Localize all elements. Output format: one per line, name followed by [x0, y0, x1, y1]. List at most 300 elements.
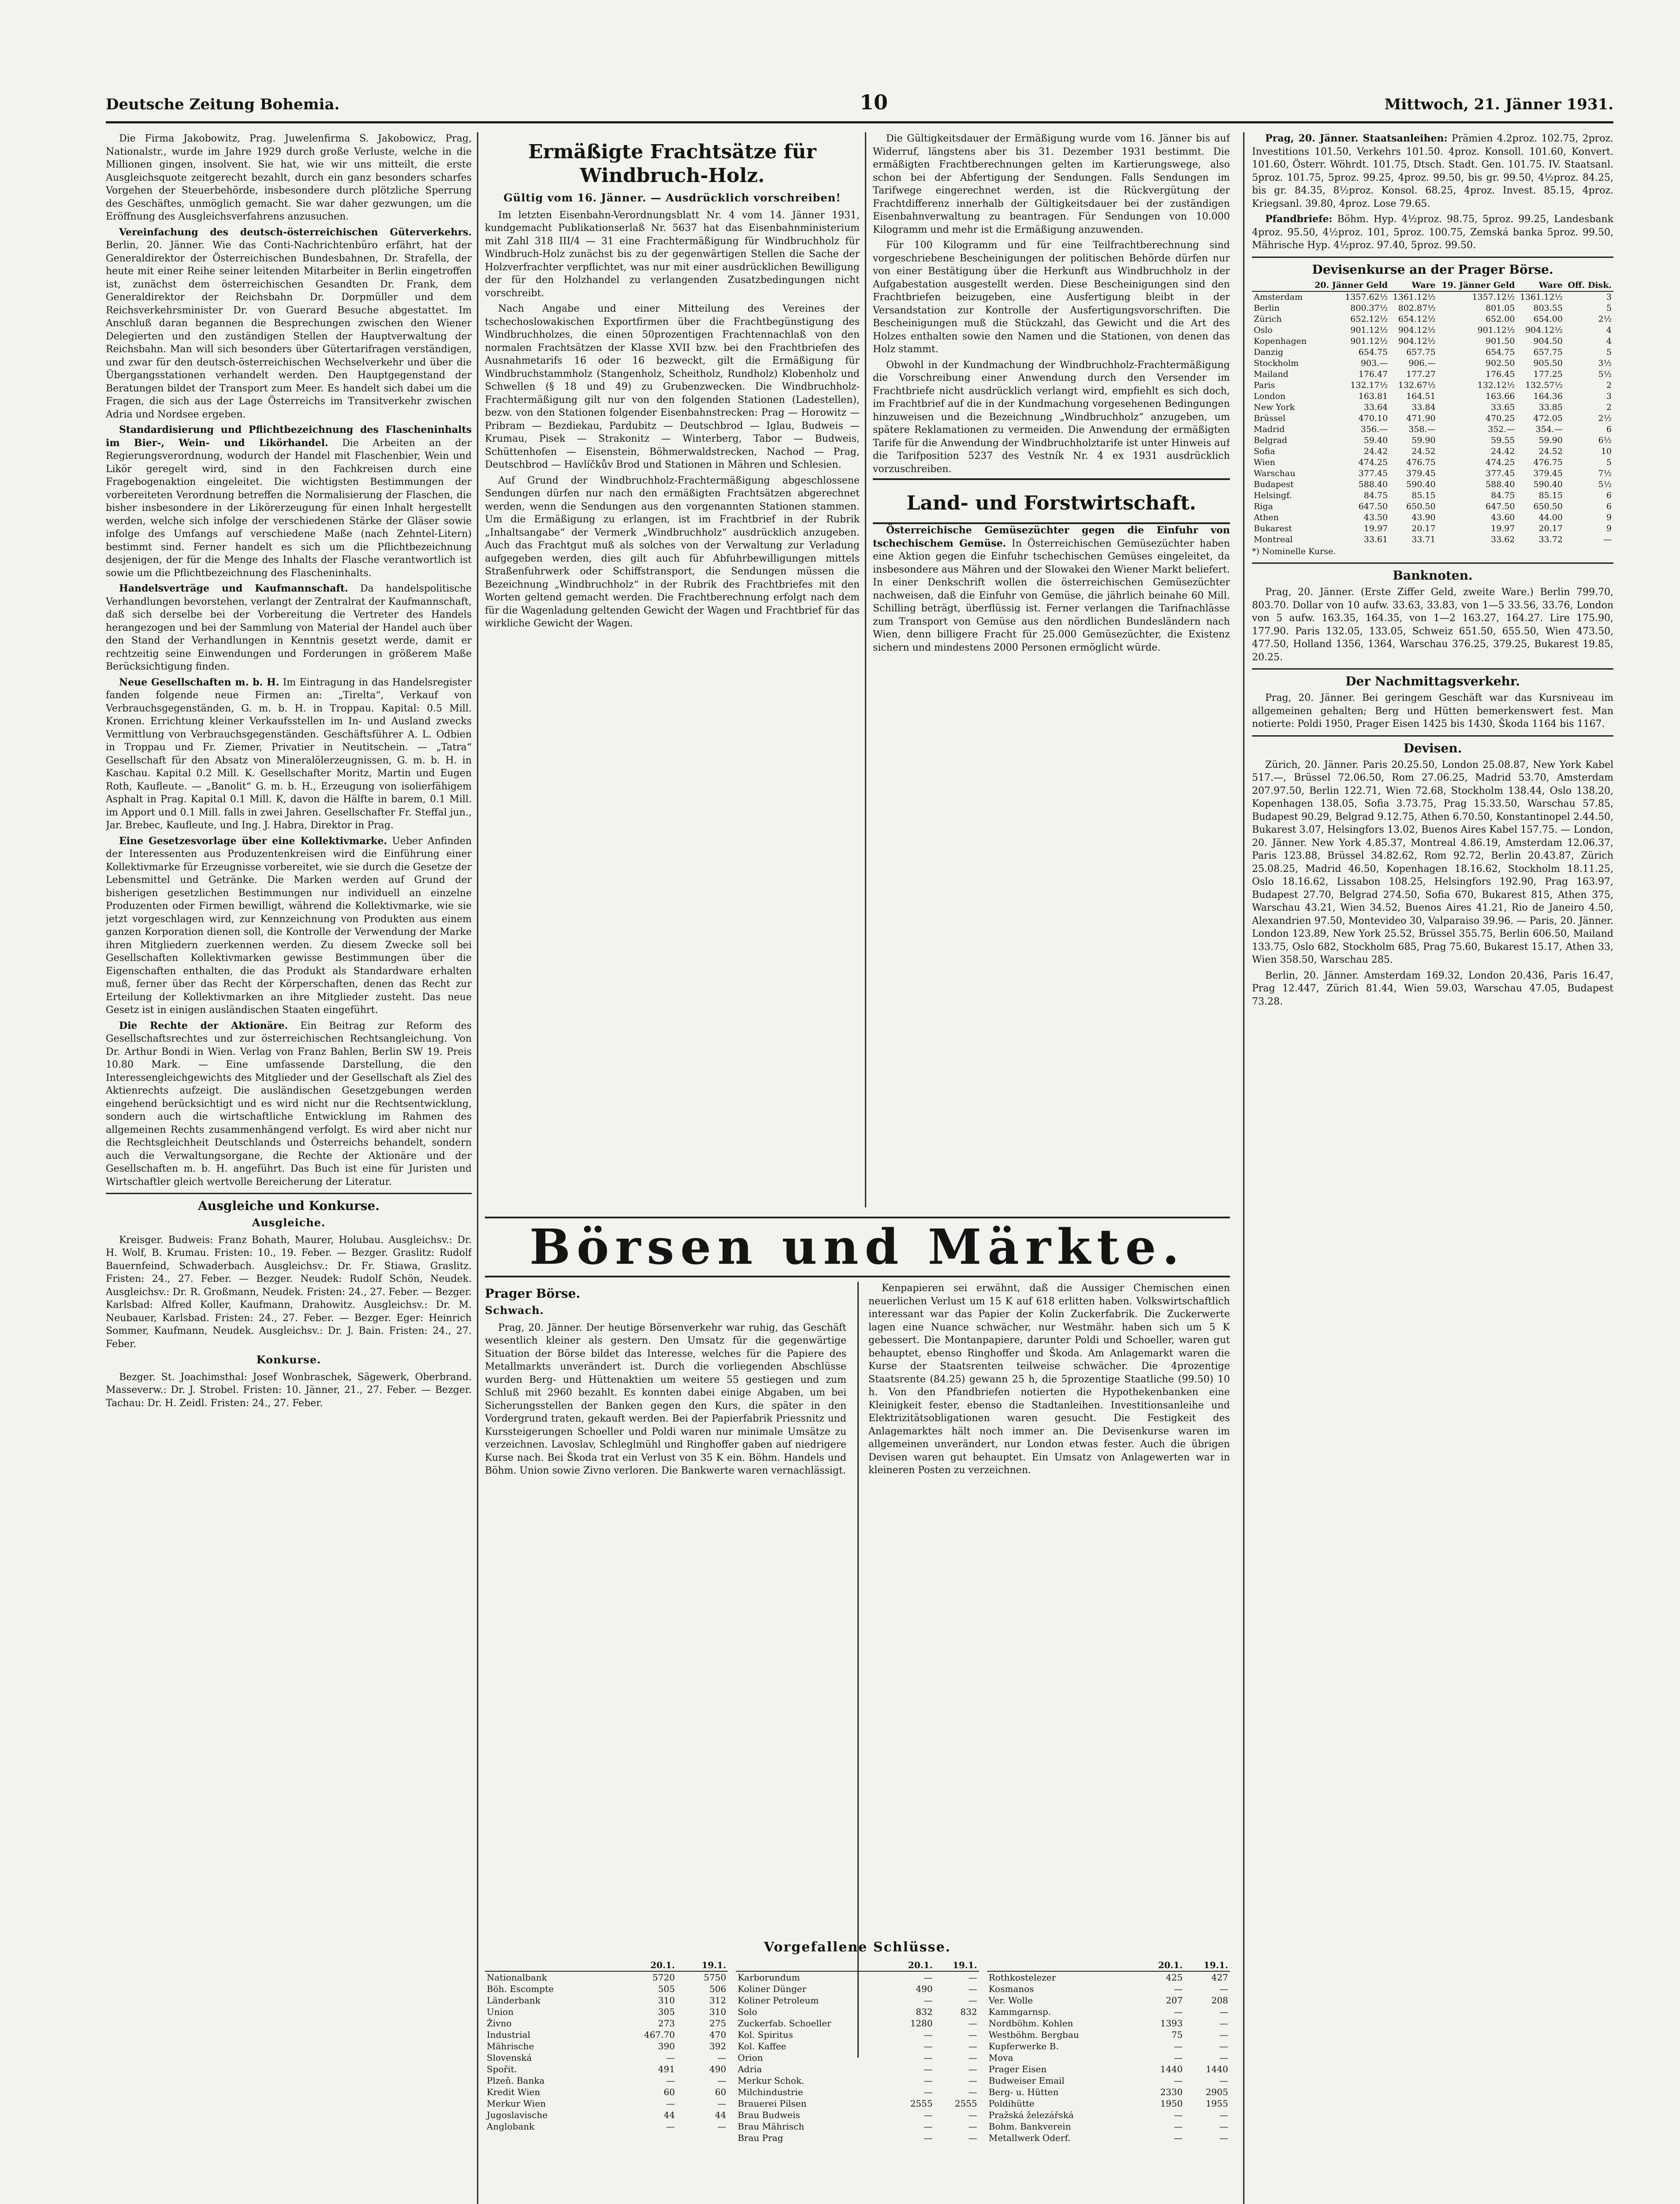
table-cell: — — [968, 2075, 977, 2086]
table-cell: 904.50 — [1533, 336, 1563, 346]
table-row — [987, 2132, 1230, 2144]
table-cell: Pražská železářská — [988, 2110, 1074, 2120]
table-cell: — — [666, 2098, 675, 2109]
table-cell: 803.55 — [1533, 303, 1563, 313]
table-header-cell — [987, 1959, 1139, 1971]
table-cell: 906.— — [1408, 358, 1436, 368]
table-cell: 164.36 — [1533, 391, 1563, 401]
article-body: Prämien 4.2proz. 102.75, 2proz. Investitions 101.50, Verkehrs 101.50. 4proz. Konsoll. 101.60, Konvert. 101.60, Österr. Wöhrdt. 101.75, Dtsch. Stadt. Gen. 101.75. IV. Staatsanl. 5proz. 101.75, 5proz. 99.25, 4proz. 99.50, bis gr. 99.50, 4½proz. 84.25, bis gr. 84.35, 8½proz. Konsol. 68.25, 4proz. Invest. 85.15, 4proz. Kriegsanl. 39.80, 4proz. Lose 79.65. — [1252, 133, 1613, 209]
table-cell: Kol. Spiritus — [738, 2029, 793, 2040]
table-cell: Budapest — [1254, 479, 1294, 489]
column-economy-news — [106, 132, 472, 2204]
header-page-number: 10 — [860, 90, 888, 114]
section-title-ausgleiche: Ausgleiche und Konkurse. — [197, 1199, 380, 1213]
column-rule — [865, 132, 866, 1207]
table-cell: 5750 — [704, 1972, 726, 1983]
table-cell: 506 — [709, 1984, 726, 1994]
table-cell: 33.62 — [1491, 534, 1515, 544]
table-cell: — — [924, 2087, 933, 2097]
table-row — [1252, 468, 1613, 479]
table-cell: 476.75 — [1406, 457, 1436, 467]
table-cell: 24.52 — [1412, 446, 1436, 456]
table-row — [736, 2063, 979, 2075]
table-cell: Brau Budweis — [738, 2110, 800, 2120]
table-cell: 491 — [658, 2064, 675, 2074]
article-body: Im letzten Eisenbahn-Verordnungsblatt Nr. 4 vom 14. Jänner 1931, kundgemacht Publikationserlaß Nr. 5637 hat das Eisenbahnministerium mit Zahl 318 III/4 — 31 eine Frachtermäßigung für Windbruchholz für Windbruch-Holz zunächst bis zu der gegenwärtigen Stellen die Sache der Holzverfrachter verpflichtet, was nur mit einer ausdrücklichen Bewilligung der für den Holzhandel zu verlangenden Zusatzbedingungen nicht vorschreibt. — [485, 209, 860, 299]
article-body: Für 100 Kilogramm und für eine Teilfrachtberechnung sind vorgeschriebene Bescheinigungen der politischen Behörde dürfen nur von einer Bestätigung über die Herkunft aus Windbruchholz in der Aufgabestation ausgestellt werden. Diese Bescheinigungen sind den Frachtbriefen beizugeben, eine Ausfertigung bleibt in der Versandstation zur Kontrolle der Ausfertigungsvorschriften. Die Bescheinigungen muß die Stückzahl, das Gewicht und die Art des Holzes enthalten sowie den Namen und die Stationen, von denen das Holz stammt. — [873, 240, 1230, 355]
table-cell: Westböhm. Bergbau — [988, 2029, 1079, 2040]
table-cell: 902.50 — [1485, 358, 1515, 368]
table-cell: 84.75 — [1363, 490, 1388, 500]
table-cell: 590.40 — [1406, 479, 1436, 489]
article-lead: Die Rechte der Aktionäre. — [119, 1020, 288, 1031]
table-row — [987, 2075, 1230, 2086]
table-cell: 474.25 — [1358, 457, 1388, 467]
table-cell: — — [924, 2052, 933, 2063]
table-cell: 9 — [1606, 512, 1612, 522]
article-gueterverkehr — [106, 226, 472, 421]
table-cell: 650.50 — [1406, 501, 1436, 511]
table-cell: 207 — [1166, 1995, 1183, 2006]
table-cell: — — [924, 2110, 933, 2120]
table-cell: 33.71 — [1412, 534, 1436, 544]
table-cell: — — [1173, 2052, 1183, 2063]
table-header-row — [485, 1959, 728, 1971]
table-cell: 425 — [1166, 1972, 1183, 1983]
table-cell: Zuckerfab. Schoeller — [738, 2018, 831, 2029]
table-cell: — — [924, 2064, 933, 2074]
table-cell: Stockholm — [1254, 358, 1299, 368]
table-row — [1252, 369, 1613, 380]
table-cell: — — [1219, 2052, 1228, 2063]
table-cell: Mailand — [1254, 369, 1289, 379]
table-cell: 163.81 — [1358, 391, 1388, 401]
table-cell: — — [1219, 2029, 1228, 2040]
table-row — [1252, 325, 1613, 336]
table-cell: Belgrad — [1254, 435, 1288, 445]
table-row — [1252, 446, 1613, 457]
table-row — [1252, 380, 1613, 391]
table-cell: 6 — [1606, 490, 1612, 500]
table-row — [1252, 435, 1613, 446]
table-row — [736, 2040, 979, 2052]
table-header-cell: 19.1. — [677, 1959, 728, 1971]
table-row — [1252, 303, 1613, 314]
table-cell: 2555 — [954, 2098, 977, 2109]
table-cell: Union — [487, 2007, 514, 2017]
table-cell: 903.— — [1360, 358, 1388, 368]
table-cell: — — [1219, 2110, 1228, 2120]
table-row — [1252, 479, 1613, 490]
table-row — [485, 2063, 728, 2075]
table-cell: — — [924, 2041, 933, 2051]
table-cell: 273 — [658, 2018, 675, 2029]
table-cell: 24.42 — [1491, 446, 1515, 456]
article-body: Ueber Anfinden der Interessenten aus Produzentenkreisen wird die Einführung einer Kollektivmarke für Erzeugnisse vorbereitet, wie sie durch die Gesetze der Lebensmittel und Getränke. Die Marken werden auf Grund der bisherigen gesetzlichen Bestimmungen nur individuell an einzelne Produzenten oder Firmen bewilligt, während die Kollektivmarke, wie sie jetzt vorgeschlagen wird, zur Kennzeichnung von Produkten aus einem ganzen Korporation dienen soll, die Kontrolle der Verwendung der Marke ihren Mitgliedern zuerkennen werden. Zu diesem Zwecke soll bei Gesellschaften Kollektivmarken gewisse Bestimmungen über die Eigenschaften enthalten, die das Produkt als Standardware erhalten muß, ferner über das Recht der Körperschaften, denen das Recht zur Erteilung der Kollektivmarken an ihre Mitglieder zusteht. Das neue Gesetz ist in einigen ausländischen Staaten eingeführt. — [106, 835, 472, 1016]
table-cell: Mova — [988, 2052, 1013, 2063]
table-cell: Jugoslavische — [487, 2110, 548, 2120]
table-cell: — — [968, 1972, 977, 1983]
table-cell: 2555 — [910, 2098, 933, 2109]
article-kollektivmarke — [106, 835, 472, 1017]
table-cell: 474.25 — [1485, 457, 1515, 467]
table-cell: 654.12½ — [1398, 314, 1436, 324]
table-row — [1252, 512, 1613, 523]
column-windbruch — [485, 132, 860, 1207]
table-cell: Wien — [1254, 457, 1275, 467]
article-aktionaere — [106, 1020, 472, 1189]
table-cell: Prager Eisen — [988, 2064, 1047, 2074]
table-cell: 132.12½ — [1477, 380, 1515, 390]
table-cell: 310 — [658, 1995, 675, 2006]
table-row — [485, 2052, 728, 2063]
table-row — [736, 2086, 979, 2098]
table-cell: Bohm. Bankverein — [988, 2121, 1071, 2132]
article-body: Berlin, 20. Jänner. Wie das Conti-Nachrichtenbüro erfährt, hat der Generaldirektor der Österreichischen Bundesbahnen, Dr. Strafella, der heute mit einer Reihe seiner leitenden Mitarbeiter in Berlin eingetroffen ist, zunächst dem österreichischen Gesandten Dr. Frank, dem Generaldirektor der Reichsbahn Dr. Dorpmüller und dem Reichsverkehrsminister Dr. von Guerard Besuche abgestattet. Im Anschluß daran begannen die Besprechungen zwischen den Wiener Delegierten und den zuständigen Stellen der Hauptverwaltung der Reichsbahn. Man will sich besonders über Gütertarifragen verständigen, und zwar für den deutsch-österreichischen Wechselverkehr und über die Übergangsstationen verhandelt werden. Den Hauptgegenstand der Beratungen bildet der Transport zum Meer. Es handelt sich dabei um die Fragen, die sich aus der Lage Österreichs im Transitverkehr zwischen Adria und Nordsee ergeben. — [106, 240, 472, 420]
table-cell: Kupferwerke B. — [988, 2041, 1059, 2051]
table-cell: 33.85 — [1538, 402, 1563, 412]
table-cell: Kopenhagen — [1254, 336, 1307, 346]
table-row — [485, 1971, 728, 1983]
table-cell: 60 — [663, 2087, 675, 2097]
table-cell: Nationalbank — [487, 1972, 547, 1983]
table-cell: 905.50 — [1533, 358, 1563, 368]
table-cell: 647.50 — [1485, 501, 1515, 511]
article-body: Die Arbeiten an der Regierungsverordnung, wodurch der Handel mit Flaschenbier, Wein und Likör geregelt wird, sind in den Fachkreisen durch eine Fragebogenaktion eingeleitet. Die wichtigsten Bestimmungen der vorbereiteten Verordnung betreffen die Normalisierung der Flaschen, die bisher insbesondere in der Likörerzeugung für einen Inhalt hergestellt werden, welche sich infolge der verschiedenen Stärke der Gläser sowie infolge des Umfangs auf verschiedene Maße (nach Zehntel-Litern) bestimmt sind. Ferner handelt es sich um die Pflichtbezeichnung desjenigen, der für die Menge des Inhalts der Flasche verantwortlich ist sowie um die Pflichtbezeichnung des Flascheninhalts. — [106, 437, 472, 579]
table-cell: — — [968, 1995, 977, 2006]
table-cell: 60 — [715, 2087, 726, 2097]
table-cell: 59.55 — [1491, 435, 1515, 445]
table-header-row — [1252, 280, 1613, 291]
table-row — [485, 2006, 728, 2018]
subsection-title: Ausgleiche. — [252, 1216, 326, 1229]
table-cell: 20.17 — [1412, 523, 1436, 533]
table-cell: 164.51 — [1406, 391, 1436, 401]
table-cell: 43.50 — [1363, 512, 1388, 522]
market-mood: Schwach. — [485, 1304, 544, 1317]
table-cell: — — [717, 2052, 726, 2063]
table-cell: Poldihütte — [988, 2098, 1035, 2109]
table-row — [1252, 336, 1613, 347]
article-body: In Österreichischen Gemüsezüchter haben eine Aktion gegen die Einfuhr tschechischen Gemüses eingeleitet, da insbesondere aus Mähren und der Slowakei den Wiener Markt beliefert. In einer Denkschrift wollen die österreichischen Gemüsezüchter nachweisen, daß die Einfuhr von Gemüse, die jährlich beinahe 60 Mill. Schilling beträgt, überflüssig ist. Ferner verlangen die Tarifnachlässe zum Transport von Gemüse aus den nördlichen Bundesländern nach Wien, denn billigere Fracht für 25.000 Gemüsezüchter, die Existenz sichern und mindestens 2000 Personen ermöglicht würde. — [873, 538, 1230, 653]
table-cell: Nordböhm. Kohlen — [988, 2018, 1073, 2029]
table-header-cell: Ware — [1516, 280, 1564, 291]
table-cell: Koliner Dünger — [738, 1984, 807, 1994]
table-cell: Helsingf. — [1254, 490, 1292, 500]
devisen-body: Zürich, 20. Jänner. Paris 20.25.50, London 25.08.87, New York Kabel 517.—, Brüssel 72.06.50, Rom 27.06.25, Madrid 53.70, Amsterdam 207.97.50, Berlin 122.71, Wien 72.68, Stockholm 138.44, Oslo 138.20, Kopenhagen 138.05, Sofia 3.73.75, Prag 15.33.50, Warschau 57.85, Budapest 90.29, Belgrad 9.12.75, Athen 6.70.50, Konstantinopel 2.44.50, Bukarest 3.07, Helsingfors 13.02, Buenos Aires Kabel 157.75. — London, 20. Jänner. New York 4.85.37, Montreal 4.86.19, Amsterdam 12.06.37, Paris 123.88, Brüssel 34.82.62, Rom 92.72, Berlin 20.43.87, Zürich 25.08.25, Madrid 46.50, Kopenhagen 18.16.62, Stockholm 18.11.25, Oslo 18.16.62, Lissabon 108.25, Helsingfors 192.90, Prag 163.97, Budapest 27.70, Belgrad 274.50, Sofia 670, Bukarest 815, Athen 375, Warschau 43.21, Wien 34.52, Buenos Aires 41.21, Rio de Janeiro 4.50, Alexandrien 97.50, Montevideo 30, Valparaiso 39.96. — Paris, 20. Jänner. London 123.89, New York 25.52, Brüssel 355.75, Berlin 606.50, Mailand 133.75, Oslo 682, Stockholm 685, Prag 75.60, Bukarest 15.17, Athen 33, Wien 358.50, Warschau 285. — [1252, 759, 1613, 965]
article-lead: Österreichische Gemüsezüchter gegen die Einfuhr von tschechischem Gemüse. — [873, 525, 1230, 549]
section-divider — [1252, 668, 1613, 670]
devisen-note: *) Nominelle Kurse. — [1252, 546, 1336, 556]
table-row — [1252, 402, 1613, 413]
table-row — [1252, 347, 1613, 358]
table-cell: 132.17½ — [1350, 380, 1388, 390]
table-cell: 10 — [1601, 446, 1612, 456]
table-cell: — — [924, 2121, 933, 2132]
table-cell: 208 — [1211, 1995, 1228, 2006]
table-cell: 3 — [1606, 292, 1612, 302]
table-row — [485, 2018, 728, 2029]
table-cell: 654.75 — [1485, 347, 1515, 357]
article-gesellschaften — [106, 676, 472, 832]
vorgefallene-schluesse — [485, 1935, 1230, 2182]
table-cell: — — [1173, 2133, 1183, 2143]
table-row — [987, 2086, 1230, 2098]
table-cell: 505 — [658, 1984, 675, 1994]
table-cell: Oslo — [1254, 325, 1273, 335]
table-cell: 379.45 — [1533, 468, 1563, 478]
table-cell: 901.12½ — [1350, 336, 1388, 346]
table-header-cell: 20. Jänner Geld — [1310, 280, 1389, 291]
table-cell: — — [968, 2110, 977, 2120]
konkurse-list: Bezger. St. Joachimsthal: Josef Wonbraschek, Sägewerk, Oberbrand. Masseverw.: Dr. J. Strobel. Fristen: 10. Jänner, 21., 27. Feber. — Bezger. Tachau: Dr. H. Zeidl. Fristen: 24., 27. Feber. — [106, 1371, 472, 1409]
table-cell: Kammgarnsp. — [988, 2007, 1051, 2017]
banknoten-title: Banknoten. — [1393, 568, 1473, 583]
table-cell: Böh. Escompte — [487, 1984, 554, 1994]
table-cell: 647.50 — [1358, 501, 1388, 511]
schluesse-table — [987, 1959, 1230, 2144]
table-row — [736, 2075, 979, 2086]
table-cell: 275 — [709, 2018, 726, 2029]
article-body: Auf Grund der Windbruchholz-Frachtermäßigung abgeschlossene Sendungen dürfen nur nach den ermäßigten Frachtsätzen abgerechnet werden, wenn die Sendungen aus den vorgenannten Stationen stammen. Um die Ermäßigung zu erlangen, ist im Frachtbrief in der Rubrik „Inhaltsangabe“ der Vermerk „Windbruchholz“ ausdrücklich anzugeben. Auch das Frachtgut muß als solches von der Verwaltung zur Verladung aufgegeben werden, dies gilt auch für Abfuhrbewilligungen mittels Straßenfuhrwerk oder Schiffstransport, die Sendungen müssen die Bezeichnung „Windbruchholz“ in der Rubrik des Frachtbriefes mit den Worten geltend gemacht werden. Die Frachtberechnung erfolgt nach dem für die Wagenladung geltenden Gewicht der Wagen und Frachtbrief für das wirkliche Gewicht der Wagen. — [485, 475, 860, 629]
table-cell: — — [968, 2087, 977, 2097]
table-cell: Madrid — [1254, 424, 1285, 434]
table-cell: 6 — [1606, 501, 1612, 511]
table-cell: 471.90 — [1406, 413, 1436, 423]
table-cell: 59.40 — [1363, 435, 1388, 445]
table-cell: 2330 — [1160, 2087, 1183, 2097]
article-body: Obwohl in der Kundmachung der Windbruchholz-Frachtermäßigung die Vorschreibung einer Anwendung durch den Versender im Frachtbriefe nicht ausdrücklich verlangt wird, empfiehlt es sich doch, im Frachtbrief auf die in der Kundmachung vorgesehenen Bedingungen hinzuweisen und die Bezeichnung „Windbruchholz“ anzugeben, um spätere Reklamationen zu vermeiden. Die Anwendung der ermäßigten Tarife für die Anwendung der Windbruchholztarife ist unter Hinweis auf die Tarifposition 5237 des Vestník Nr. 4 ex 1931 ausdrücklich vorzuschreiben. — [873, 359, 1230, 475]
header-newspaper-name: Deutsche Zeitung Bohemia. — [106, 96, 340, 113]
table-row — [987, 2098, 1230, 2109]
table-cell: 7½ — [1598, 468, 1612, 478]
table-cell: Sofia — [1254, 446, 1275, 456]
table-cell: 392 — [709, 2041, 726, 2051]
table-cell: Solo — [738, 2007, 757, 2017]
table-cell: — — [968, 2133, 977, 2143]
column-kurse — [1252, 132, 1613, 2204]
table-cell: 1280 — [910, 2018, 933, 2029]
table-cell: 356.— — [1360, 424, 1388, 434]
table-header-cell — [485, 1959, 614, 1971]
table-header-row — [987, 1959, 1230, 1971]
exotenmarkt — [485, 2200, 1230, 2204]
table-cell: 6½ — [1598, 435, 1612, 445]
table-cell: — — [924, 1972, 933, 1983]
table-cell: 33.72 — [1538, 534, 1563, 544]
table-cell: Metallwerk Oderf. — [988, 2133, 1071, 2143]
table-cell: 20.17 — [1538, 523, 1563, 533]
table-header-cell: 19. Jänner Geld — [1438, 280, 1517, 291]
table-cell: Paris — [1254, 380, 1275, 390]
table-row — [1252, 391, 1613, 402]
ausgleiche-list: Kreisger. Budweis: Franz Bohath, Maurer, Holubau. Ausgleichsv.: Dr. H. Wolf, B. Krumau. Fristen: 10., 19. Feber. — Bezger. Graslitz: Rudolf Bauernfeind, Schwaderbach. Ausgleichsv.: Dr. Fr. Stiawa, Graslitz. Fristen: 24., 27. Feber. — Bezger. Neudek: Rudolf Schön, Neudek. Ausgleichsv.: Dr. R. Großmann, Neudek. Fristen: 24., 27. Feber. — Bezger. Karlsbad: Alfred Koller, Kaufmann, Drahowitz. Ausgleichsv.: Dr. M. Neubauer, Karlsbad. Fristen: 24., 27. Feber. — Bezger. Eger: Heinrich Sommer, Kaufmann, Neudek. Ausgleichsv.: Dr. J. Bain. Fristen: 24., 27. Feber. — [106, 1234, 472, 1350]
table-cell: 470.10 — [1358, 413, 1388, 423]
column-rule — [1243, 132, 1244, 2204]
table-cell: — — [924, 2075, 933, 2086]
table-cell: 472.05 — [1533, 413, 1563, 423]
schluesse-tables — [485, 1959, 1230, 2144]
table-row — [736, 2132, 979, 2144]
table-cell: 2905 — [1206, 2087, 1228, 2097]
table-row — [987, 2063, 1230, 2075]
table-cell: — — [924, 1995, 933, 2006]
table-cell: New York — [1254, 402, 1295, 412]
table-cell: 177.25 — [1533, 369, 1563, 379]
table-row — [987, 2029, 1230, 2040]
table-cell: Montreal — [1254, 534, 1293, 544]
table-cell: 85.15 — [1538, 490, 1563, 500]
table-cell: 310 — [709, 2007, 726, 2017]
article-body: Nach Angabe und einer Mitteilung des Vereines der tschechoslowakischen Exportfirmen über die Frachtbegünstigung des Windbruchholzes, die einen 50prozentigen Frachtennachlaß von den normalen Frachtsätzen der Klasse XVII bzw. bei den Frachtbriefen des Ausnahmetarifs 16 oder 16 bezweckt, gilt die Ermäßigung für Windbruchstammholz (Stangenholz, Scheitholz, Rundholz) Klobenholz und Schwellen (§ 18 und 49) zu Grubenzwecken. Die Windbruchholz-Frachtermäßigung gilt nur von den folgenden Stationen (Ladestellen), bezw. von den Stationen folgender Eisenbahnstrecken: Prag — Horowitz — Pribram — Bezdiekau, Pardubitz — Deutschbrod — Iglau, Budweis — Krumau, Pisek — Strakonitz — Winterberg, Tabor — Budweis, Schüttenhofen — Eisenstein, Böhmerwaldstrecken, Nachod — Prag, Deutschbrod — Havlíčkův Brod und Stationen in Mähren und Schlesien. — [485, 303, 860, 470]
table-cell: Anglobank — [487, 2121, 535, 2132]
article-lead: Pfandbriefe: — [1265, 213, 1333, 225]
table-cell: — — [1603, 534, 1612, 544]
table-cell: 33.84 — [1412, 402, 1436, 412]
table-cell: 177.27 — [1406, 369, 1436, 379]
table-header-cell — [736, 1959, 890, 1971]
table-cell: Koliner Petroleum — [738, 1995, 819, 2006]
table-cell: 352.— — [1488, 424, 1515, 434]
table-row — [1252, 501, 1613, 512]
table-cell: Warschau — [1254, 468, 1296, 478]
table-row — [987, 2040, 1230, 2052]
table-row — [485, 2109, 728, 2121]
table-cell: 3½ — [1598, 358, 1612, 368]
table-header-row — [736, 1959, 979, 1971]
section-land-forst — [873, 478, 1230, 524]
table-cell: — — [1219, 2133, 1228, 2143]
table-cell: 901.12½ — [1477, 325, 1515, 335]
schluesse-block — [987, 1959, 1230, 2144]
table-row — [1252, 457, 1613, 468]
table-cell: — — [1173, 1984, 1183, 1994]
article-lead: Standardisierung und Pflichtbezeichnung des Flascheninhalts im Bier-, Wein- und Likörhandel. — [106, 424, 472, 449]
table-cell: 4 — [1606, 325, 1612, 335]
table-cell: — — [968, 2018, 977, 2029]
table-row — [987, 2121, 1230, 2132]
table-cell: 59.90 — [1412, 435, 1436, 445]
table-cell: 470 — [709, 2029, 726, 2040]
table-row — [987, 2006, 1230, 2018]
table-cell: — — [1219, 2121, 1228, 2132]
table-cell: — — [1219, 2007, 1228, 2017]
table-row — [987, 2018, 1230, 2029]
table-cell: 2½ — [1598, 413, 1612, 423]
table-row — [485, 1995, 728, 2006]
table-cell: 44.00 — [1538, 512, 1563, 522]
table-cell: 24.52 — [1538, 446, 1563, 456]
table-cell: 800.37½ — [1350, 303, 1388, 313]
table-cell: 588.40 — [1358, 479, 1388, 489]
table-cell: — — [924, 2029, 933, 2040]
article-lead: Prag, 20. Jänner. Staatsanleihen: — [1265, 133, 1448, 144]
table-cell: 490 — [916, 1984, 933, 1994]
table-row — [485, 1983, 728, 1995]
table-cell: — — [1219, 2075, 1228, 2086]
article-body: Im Eintragung in das Handelsregister fanden folgende neue Firmen an: „Tirelta“, Verkauf von Verbrauchsgegenständen, G. m. b. H. in Troppau. Kapital: 0.5 Mill. Kronen. Errichtung kleiner Verkaufsstellen im In- und Ausland zwecks Vermittlung von Verbrauchsgegenständen. Geschäftsführer A. L. Odbien in Troppau und Fr. Ziemer, Privatier in Neutitschein. — „Tatra“ Gesellschaft für den Absatz von Mineralölerzeugnissen, G. m. b. H. in Kaschau. Kapital 0.2 Mill. K. Gesellschafter Moritz, Martin und Eugen Roth, Kaufleute. — „Banolit“ G. m. b. H., Erzeugung von isolierfähigem Asphalt in Prag. Kapital 0.1 Mill. K, davon die Hälfte in barem, 0.1 Mill. im Apport und 0.1 Mill. falls in zwei Jahren. Gesellschafter Fr. Steffal jun., Jar. Brebec, Kaufleute, und Ing. J. Habra, Direktor in Prag. — [106, 677, 472, 831]
table-cell: — — [717, 2075, 726, 2086]
table-cell: Budweiser Email — [988, 2075, 1065, 2086]
article-body: Die Gültigkeitsdauer der Ermäßigung wurde vom 16. Jänner bis auf Widerruf, längstens aber bis 31. Dezember 1931 bestimmt. Die ermäßigten Frachtberechnungen gelten im Kartierungswege, also schon bei der Abfertigung der Sendungen. Falls Sendungen im Tarifwege eingerechnet werden, ist die Rückvergütung der Frachtdifferenz innerhalb der Gültigkeitsdauer bei der zuständigen Eisenbahnverwaltung zu beantragen. Für Sendungen von 10.000 Kilogramm und mehr ist die Ermäßigung anzuwenden. — [873, 133, 1230, 235]
table-cell: 657.75 — [1406, 347, 1436, 357]
table-cell: Merkur Schok. — [738, 2075, 805, 2086]
table-cell: 6 — [1606, 424, 1612, 434]
header-date: Mittwoch, 21. Jänner 1931. — [1384, 96, 1613, 113]
table-cell: Länderbank — [487, 1995, 541, 2006]
table-cell: Merkur Wien — [487, 2098, 546, 2109]
table-cell: Danzig — [1254, 347, 1284, 357]
table-cell: Mährische — [487, 2041, 534, 2051]
table-cell: — — [968, 2041, 977, 2051]
table-cell: Zürich — [1254, 314, 1282, 324]
table-cell: — — [1219, 2018, 1228, 2029]
table-cell: 132.57½ — [1525, 380, 1563, 390]
table-cell: 1357.12½ — [1472, 292, 1515, 302]
table-cell: Adria — [738, 2064, 762, 2074]
pfandbriefe — [1252, 213, 1613, 252]
table-cell: 5½ — [1598, 479, 1612, 489]
table-row — [736, 1971, 979, 1983]
subsection-title: Konkurse. — [256, 1353, 321, 1366]
table-header-cell: Ware — [1389, 280, 1437, 291]
table-cell: 377.45 — [1358, 468, 1388, 478]
table-cell: 379.45 — [1406, 468, 1436, 478]
table-cell: 19.97 — [1491, 523, 1515, 533]
table-cell: 5 — [1606, 303, 1612, 313]
table-cell: 901.12½ — [1350, 325, 1388, 335]
schluesse-title: Vorgefallene Schlüsse. — [764, 1940, 951, 1955]
table-cell: 590.40 — [1533, 479, 1563, 489]
table-cell: Orion — [738, 2052, 763, 2063]
table-header-cell: Off. Disk. — [1565, 280, 1613, 291]
article-subtitle: Gültig vom 16. Jänner. — Ausdrücklich vorschreiben! — [503, 191, 841, 204]
staatsanleihen — [1252, 132, 1613, 210]
article-body: Da handelspolitische Verhandlungen bevorstehen, verlangt der Zentralrat der Kaufmannschaft, daß sich derselbe bei der Vorbereitung die Vertreter des Handels herangezogen und bei der Sammlung von Material der Handel auch über den Stand der Verhandlungen in Kenntnis gesetzt werde, damit er rechtzeitig seine Einwendungen und Forderungen in größerem Maße Berücksichtigung finden. — [106, 583, 472, 672]
column-windbruch-cont — [873, 132, 1230, 1207]
table-cell: 390 — [658, 2041, 675, 2051]
table-cell: 1440 — [1160, 2064, 1183, 2074]
table-cell: Brauerei Pilsen — [738, 2098, 807, 2109]
nachmittagsverkehr-body: Prag, 20. Jänner. Bei geringem Geschäft war das Kursniveau im allgemeinen gehalten; Berg und Hütten bemerkenswert fest. Man notierte: Poldi 1950, Prager Eisen 1425 bis 1430, Škoda 1164 bis 1167. — [1252, 692, 1613, 730]
table-cell: Brau Prag — [738, 2133, 783, 2143]
devisenkurse-table — [1252, 280, 1613, 545]
table-row — [736, 1995, 979, 2006]
table-row — [736, 2018, 979, 2029]
table-row — [1252, 490, 1613, 501]
table-cell: 9 — [1606, 523, 1612, 533]
table-row — [1252, 291, 1613, 303]
table-row — [736, 2006, 979, 2018]
article-lead: Vereinfachung des deutsch-österreichischen Güterverkehrs. — [119, 226, 472, 238]
table-row — [1252, 523, 1613, 534]
table-cell: 832 — [960, 2007, 977, 2017]
table-cell: Plzeň. Banka — [487, 2075, 545, 2086]
table-cell: Živno — [487, 2018, 512, 2029]
table-cell: Riga — [1254, 501, 1273, 511]
article-lead: Handelsverträge und Kaufmannschaft. — [119, 583, 348, 594]
table-cell: Bukarest — [1254, 523, 1292, 533]
table-cell: 84.75 — [1491, 490, 1515, 500]
schluesse-table — [485, 1959, 728, 2132]
table-cell: 654.00 — [1533, 314, 1563, 324]
table-cell: Berlin — [1254, 303, 1280, 313]
table-header-cell: 19.1. — [935, 1959, 979, 1971]
table-cell: 33.65 — [1491, 402, 1515, 412]
table-cell: 652.12½ — [1350, 314, 1388, 324]
table-cell: Rothkostelezer — [988, 1972, 1056, 1983]
table-cell: 24.42 — [1363, 446, 1388, 456]
